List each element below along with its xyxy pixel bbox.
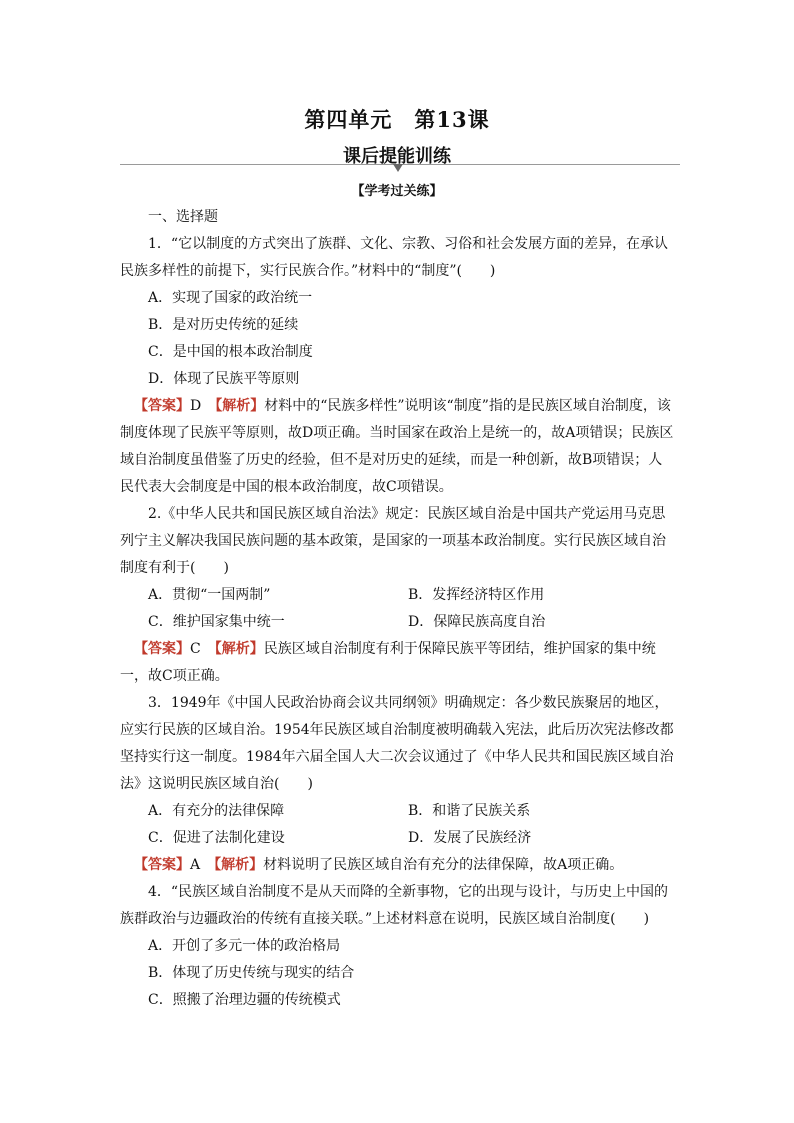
question-1-option-a: A．实现了国家的政治统一 bbox=[148, 290, 313, 306]
question-4-option-c: C．照搬了治理边疆的传统模式 bbox=[148, 992, 341, 1008]
question-3-options-row-1 bbox=[120, 798, 676, 825]
page-title: 第四单元 第13课 bbox=[304, 107, 490, 132]
part-heading: 一、选择题 bbox=[148, 209, 218, 225]
answer-label: 【答案】 bbox=[134, 641, 190, 657]
analysis-text: 民族区域自治制度有利于保障民族平等团结，维护国家的集中统一，故C项正确。 bbox=[120, 641, 656, 684]
section-heading: 【学考过关练】 bbox=[351, 184, 443, 199]
question-2-option-b: B．发挥经济特区作用 bbox=[408, 587, 545, 603]
question-1-option-c: C．是中国的根本政治制度 bbox=[148, 344, 313, 360]
triangle-down-icon bbox=[393, 164, 403, 172]
question-2-options-row-1 bbox=[120, 582, 676, 609]
analysis-label: 【解析】 bbox=[214, 857, 264, 873]
analysis-label: 【解析】 bbox=[215, 398, 265, 414]
question-4-stem: 4．“民族区域自治制度不是从天而降的全新事物，它的出现与设计，与历史上中国的族群政治与边疆政治的传统有直接关联。”上述材料意在说明，民族区域自治制度( ) bbox=[120, 884, 669, 927]
question-1-stem: 1．“它以制度的方式突出了族群、文化、宗教、习俗和社会发展方面的差异，在承认民族多样性的前提下，实行民族合作。”材料中的“制度”( ) bbox=[120, 236, 669, 279]
question-1-answer bbox=[120, 393, 676, 501]
question-2-stem: 2.《中华人民共和国民族区域自治法》规定：民族区域自治是中国共产党运用马克思列宁主义解决我国民族问题的基本政策，是国家的一项基本政治制度。实行民族区域自治制度有利于( ) bbox=[120, 506, 666, 576]
answer-key: D bbox=[190, 398, 202, 414]
question-3-options-row-2 bbox=[120, 825, 676, 852]
question-2-option-d: D．保障民族高度自治 bbox=[408, 614, 546, 630]
question-3-option-a: A．有充分的法律保障 bbox=[148, 803, 285, 819]
question-2-answer bbox=[120, 636, 676, 690]
question-1-option-b: B．是对历史传统的延续 bbox=[148, 317, 299, 333]
question-3-option-b: B．和谐了民族关系 bbox=[408, 803, 531, 819]
question-1-option-d: D．体现了民族平等原则 bbox=[148, 371, 300, 387]
question-3-stem: 3．1949年《中国人民政治协商会议共同纲领》明确规定：各少数民族聚居的地区，应实行民族的区域自治。1954年民族区域自治制度被明确载入宪法，此后历次宪法修改都坚持实行这一制度。1984年六届全国人大二次会议通过了《中华人民共和国民族区域自治法》这说明民族区域自治( ) bbox=[120, 695, 674, 792]
answer-label: 【答案】 bbox=[134, 857, 190, 873]
page-subtitle: 课后提能训练 bbox=[343, 146, 451, 167]
question-2-option-a: A．贯彻“一国两制” bbox=[148, 587, 271, 603]
question-content bbox=[120, 204, 676, 1014]
question-3-option-d: D．发展了民族经济 bbox=[408, 830, 532, 846]
question-4-option-b: B．体现了历史传统与现实的结合 bbox=[148, 965, 355, 981]
question-2-options-row-2 bbox=[120, 609, 676, 636]
answer-label: 【答案】 bbox=[134, 398, 190, 414]
question-3-option-c: C．促进了法制化建设 bbox=[148, 830, 285, 846]
question-2-option-c: C．维护国家集中统一 bbox=[148, 614, 285, 630]
analysis-text: 材料中的“民族多样性”说明该“制度”指的是民族区域自治制度，该制度体现了民族平等原则，故D项正确。当时国家在政治上是统一的，故A项错误；民族区域自治制度虽借鉴了历史的经验，但不是对历史的延续，而是一种创新，故B项错误；人民代表大会制度是中国的根本政治制度，故C项错误。 bbox=[120, 398, 674, 495]
answer-key: A bbox=[190, 857, 201, 873]
question-4-option-a: A．开创了多元一体的政治格局 bbox=[148, 938, 341, 954]
analysis-label: 【解析】 bbox=[214, 641, 264, 657]
analysis-text: 材料说明了民族区域自治有充分的法律保障，故A项正确。 bbox=[263, 857, 624, 873]
question-3-answer bbox=[120, 852, 676, 879]
answer-key: C bbox=[190, 641, 201, 657]
